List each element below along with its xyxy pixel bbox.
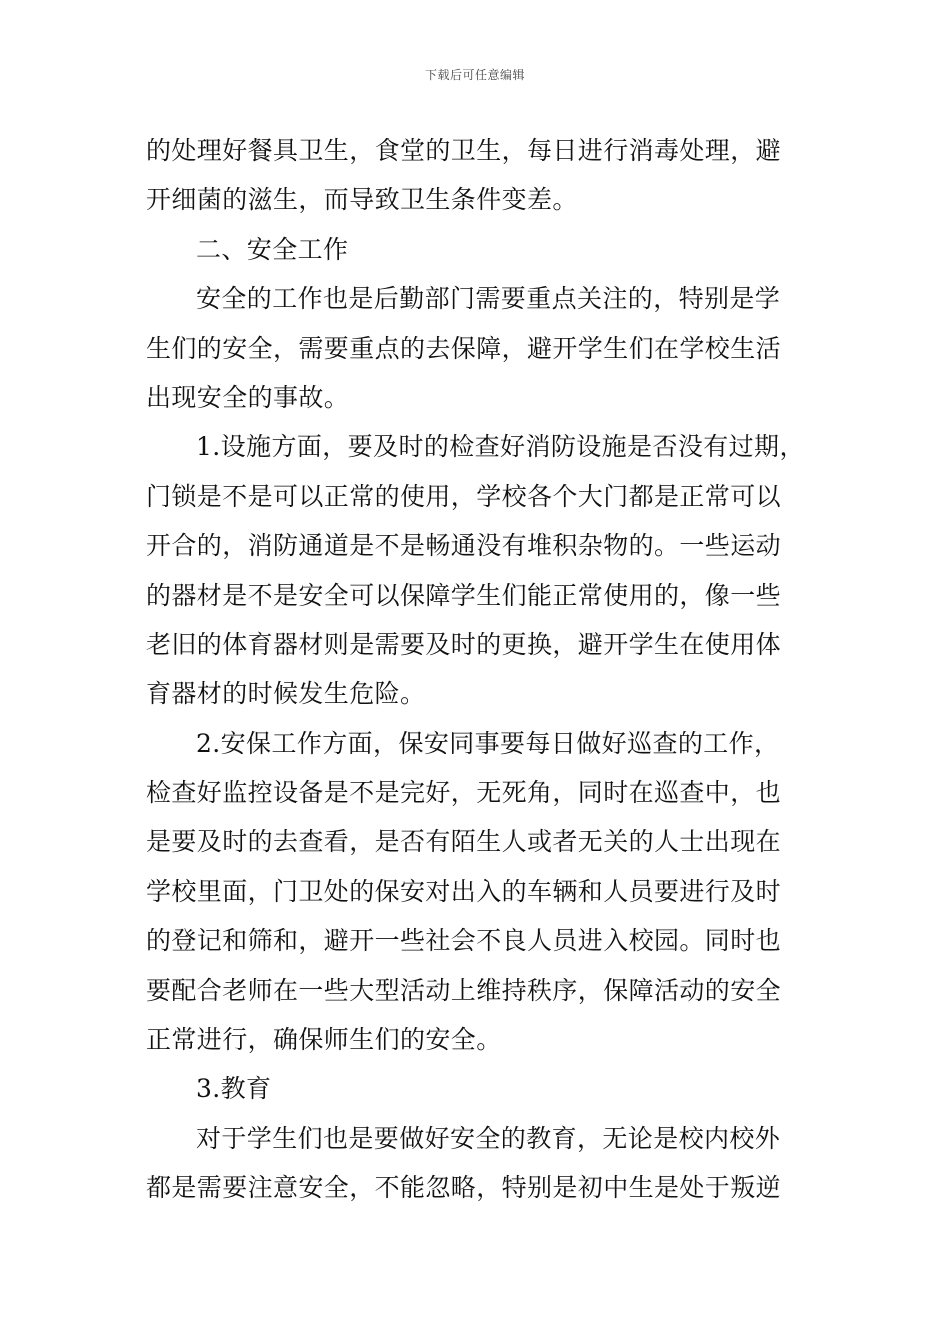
subsection-heading: 3.教育 bbox=[196, 1074, 272, 1104]
text-line: 生们的安全，需要重点的去保障，避开学生们在学校生活 bbox=[146, 333, 782, 363]
text-line: 育器材的时候发生危险。 bbox=[146, 679, 426, 709]
text-line: 开细菌的滋生，而导致卫生条件变差。 bbox=[146, 185, 578, 215]
text-line: 的处理好餐具卫生，食堂的卫生，每日进行消毒处理，避 bbox=[146, 136, 782, 165]
section-heading: 二、安全工作 bbox=[196, 234, 349, 264]
document-body bbox=[146, 126, 822, 1213]
text-line: 检查好监控设备是不是完好，无死角，同时在巡查中，也 bbox=[146, 778, 782, 808]
text-line: 开合的，消防通道是不是畅通没有堆积杂物的。一些运动 bbox=[146, 531, 782, 561]
text-line: 学校里面，门卫处的保安对出入的车辆和人员要进行及时 bbox=[146, 876, 782, 906]
text-line: 出现安全的事故。 bbox=[146, 382, 350, 412]
text-line: 正常进行，确保师生们的安全。 bbox=[146, 1025, 502, 1055]
text-line: 老旧的体育器材则是需要及时的更换，避开学生在使用体 bbox=[146, 629, 782, 659]
text-line: 的器材是不是安全可以保障学生们能正常使用的，像一些 bbox=[146, 580, 782, 610]
text-line: 对于学生们也是要做好安全的教育，无论是校内校外 bbox=[196, 1123, 781, 1153]
page-header-note: 下载后可任意编辑 bbox=[424, 68, 525, 82]
text-line: 的登记和筛和，避开一些社会不良人员进入校园。同时也 bbox=[146, 926, 782, 956]
text-line: 门锁是不是可以正常的使用，学校各个大门都是正常可以 bbox=[146, 481, 782, 511]
text-line: 要配合老师在一些大型活动上维持秩序，保障活动的安全 bbox=[146, 975, 782, 1005]
text-line: 2.安保工作方面，保安同事要每日做好巡查的工作， bbox=[196, 728, 780, 758]
text-line: 1.设施方面，要及时的检查好消防设施是否没有过期， bbox=[196, 432, 805, 462]
text-line: 安全的工作也是后勤部门需要重点关注的，特别是学 bbox=[196, 284, 781, 314]
text-line: 都是需要注意安全，不能忽略，特别是初中生是处于叛逆 bbox=[146, 1173, 782, 1203]
text-line: 是要及时的去查看，是否有陌生人或者无关的人士出现在 bbox=[146, 827, 782, 857]
